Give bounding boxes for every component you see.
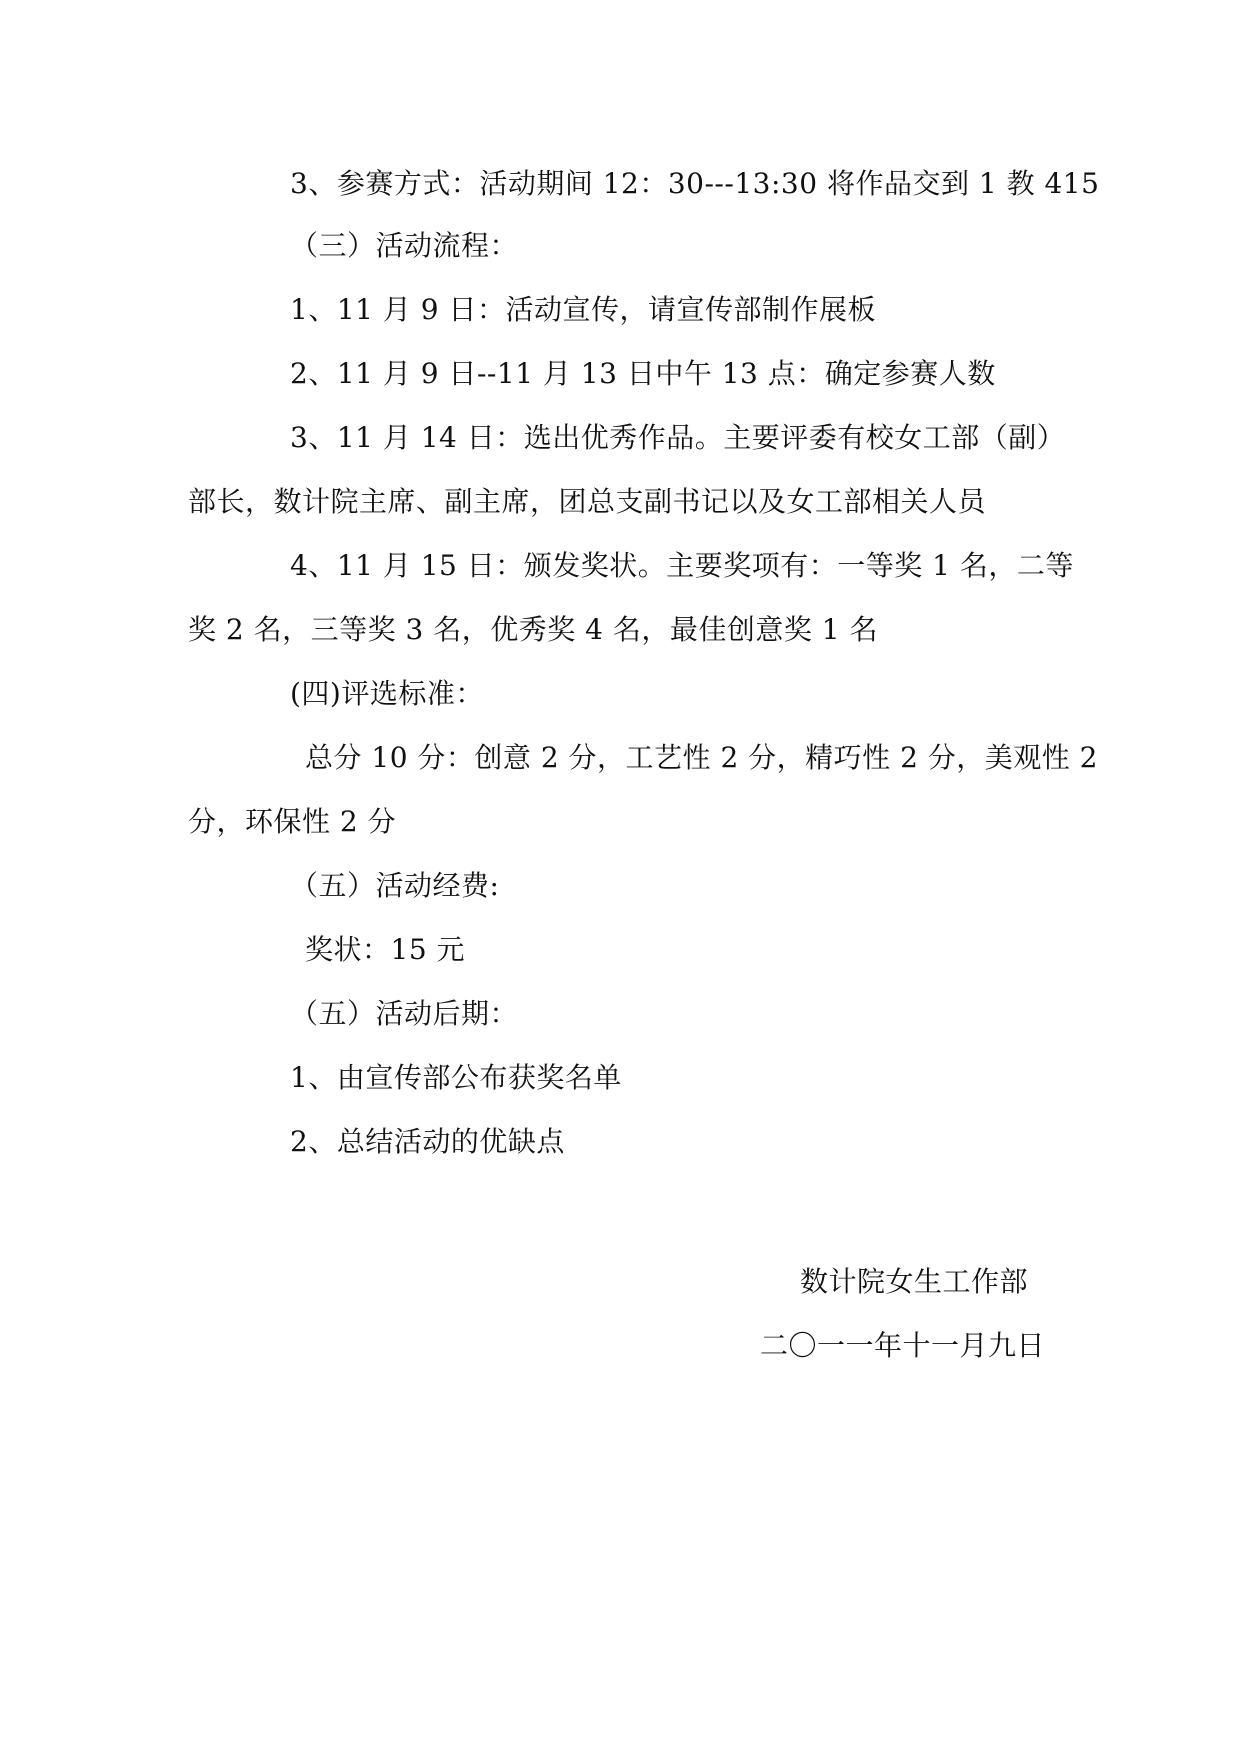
text-line-step-3-cont: 部长，数计院主席、副主席，团总支副书记以及女工部相关人员 (188, 485, 987, 518)
heading-funding: （五）活动经费: (290, 869, 500, 902)
text-line-entry-method: 3、参赛方式：活动期间 12：30---13:30 将作品交到 1 教 415 (290, 167, 1100, 200)
text-line-step-2: 2、11 月 9 日--11 月 13 日中午 13 点：确定参赛人数 (290, 357, 996, 390)
text-line-step-1: 1、11 月 9 日：活动宣传，请宣传部制作展板 (290, 293, 876, 326)
text-line-step-4: 4、11 月 15 日：颁发奖状。主要奖项有：一等奖 1 名，二等 (290, 549, 1074, 582)
heading-activity-process: （三）活动流程： (290, 229, 519, 262)
text-line-criteria: 总分 10 分：创意 2 分，工艺性 2 分，精巧性 2 分，美观性 2 (305, 741, 1098, 774)
text-line-follow-up-2: 2、总结活动的优缺点 (290, 1125, 565, 1158)
heading-follow-up: （五）活动后期： (290, 997, 519, 1030)
text-line-step-4-cont: 奖 2 名，三等奖 3 名，优秀奖 4 名，最佳创意奖 1 名 (188, 613, 878, 646)
text-line-funding: 奖状：15 元 (305, 933, 466, 966)
text-line-step-3: 3、11 月 14 日：选出优秀作品。主要评委有校女工部（副） (290, 421, 1066, 454)
heading-criteria: (四)评选标准： (290, 677, 484, 710)
text-line-follow-up-1: 1、由宣传部公布获奖名单 (290, 1061, 622, 1094)
signature-organization: 数计院女生工作部 (800, 1265, 1029, 1298)
text-line-criteria-cont: 分，环保性 2 分 (188, 805, 397, 838)
signature-date: 二〇一一年十一月九日 (760, 1329, 1046, 1362)
